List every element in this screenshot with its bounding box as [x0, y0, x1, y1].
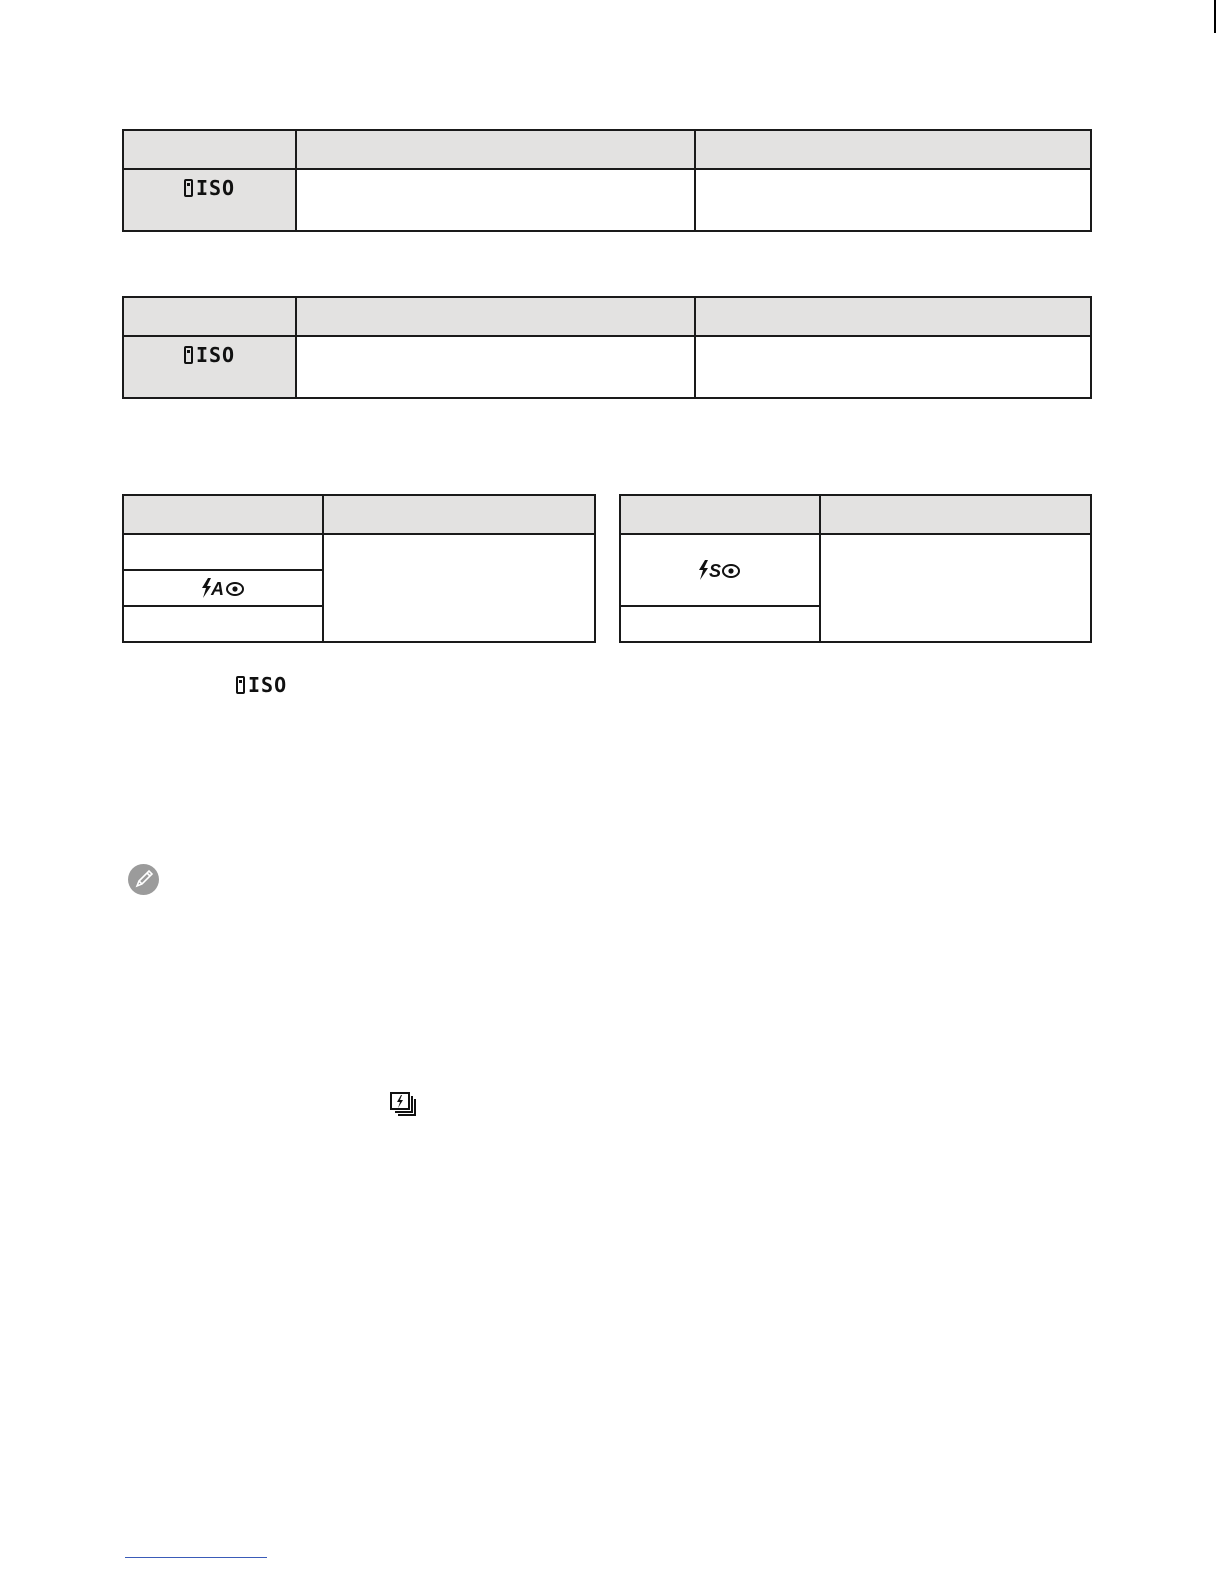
svg-text:S: S [709, 561, 722, 581]
iso-table-1-header-row [124, 131, 1090, 168]
flash-auto-red-eye-icon [124, 571, 322, 605]
iso-frame-glyph [184, 346, 193, 364]
iso-table-2 [122, 296, 1092, 399]
flash-table-right [619, 494, 1092, 643]
iso-table-2-header-row [124, 298, 1090, 335]
pencil-note-icon [128, 864, 159, 895]
flash-burst-icon [390, 1092, 418, 1123]
flash-table-left [122, 494, 596, 643]
intelligent-iso-inline-icon [236, 672, 287, 698]
iso-icon-label: ISO [195, 176, 236, 200]
svg-text:A: A [211, 579, 224, 599]
footer-link-underline [125, 1557, 267, 1558]
intelligent-iso-icon [124, 175, 295, 201]
flash-slow-sync-red-eye-icon [621, 535, 819, 605]
iso-frame-glyph [184, 179, 193, 197]
flash-table-left-header-row [124, 496, 594, 533]
iso-frame-glyph [236, 676, 245, 694]
iso-table-1 [122, 129, 1092, 232]
iso-icon-label: ISO [195, 343, 236, 367]
flash-table-right-header-row [621, 496, 1090, 533]
intelligent-iso-icon [124, 342, 295, 368]
iso-icon-label: ISO [248, 673, 288, 697]
page-edge-mark [1214, 0, 1216, 33]
